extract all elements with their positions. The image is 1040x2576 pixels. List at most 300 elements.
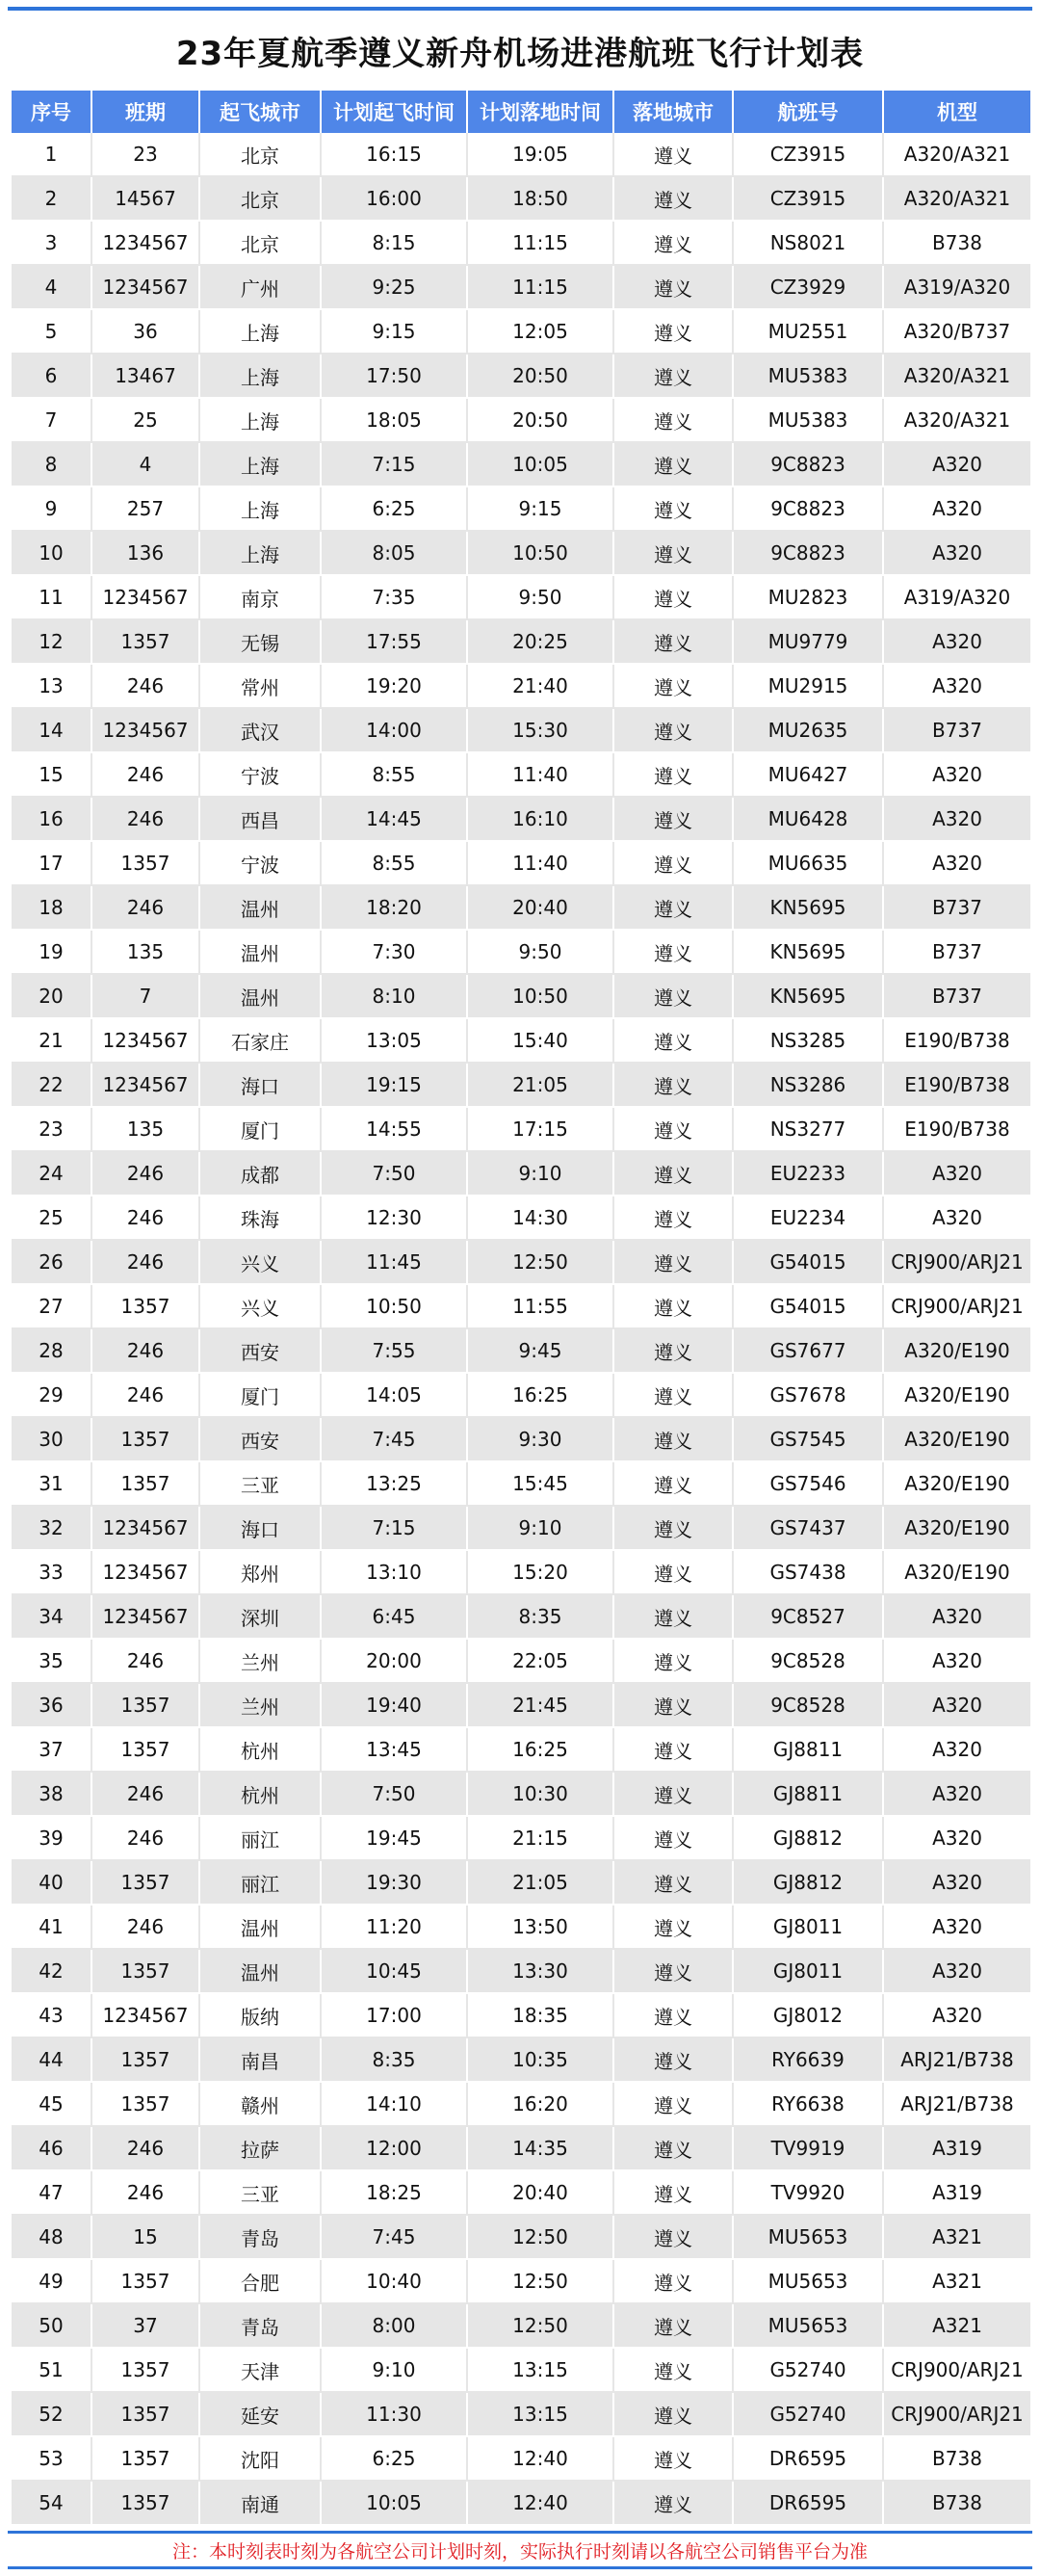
cell-departure-city: 西昌 [200,798,322,842]
table-row [12,1064,1030,1108]
cell-aircraft-type: B738 [884,2482,1030,2526]
cell-planned-departure: 10:45 [322,1950,468,1994]
cell-departure-city: 海口 [200,1507,322,1551]
cell-flight-number: NS3277 [734,1108,884,1152]
cell-departure-city: 上海 [200,399,322,443]
cell-arrival-city: 遵义 [614,532,734,576]
cell-arrival-city: 遵义 [614,1329,734,1374]
cell-arrival-city: 遵义 [614,975,734,1019]
cell-departure-city: 西安 [200,1329,322,1374]
cell-flight-number: CZ3915 [734,177,884,222]
cell-index: 14 [12,709,92,753]
cell-arrival-city: 遵义 [614,1906,734,1950]
cell-planned-arrival: 17:15 [468,1108,614,1152]
cell-planned-departure: 14:10 [322,2083,468,2127]
cell-planned-departure: 10:40 [322,2260,468,2304]
cell-departure-city: 常州 [200,665,322,709]
cell-schedule-days: 1357 [92,1418,200,1462]
cell-aircraft-type: A320 [884,1152,1030,1196]
cell-schedule-days: 1357 [92,2482,200,2526]
cell-aircraft-type: B737 [884,975,1030,1019]
cell-index: 42 [12,1950,92,1994]
cell-planned-departure: 6:25 [322,2437,468,2482]
table-row [12,177,1030,222]
flight-schedule-table [12,91,1030,2526]
cell-flight-number: 9C8823 [734,487,884,532]
cell-aircraft-type: A320 [884,1994,1030,2038]
cell-planned-arrival: 9:45 [468,1329,614,1374]
cell-planned-arrival: 15:20 [468,1551,614,1595]
cell-departure-city: 赣州 [200,2083,322,2127]
cell-departure-city: 宁波 [200,753,322,798]
cell-arrival-city: 遵义 [614,2171,734,2216]
cell-schedule-days: 1234567 [92,1064,200,1108]
table-row [12,222,1030,266]
cell-flight-number: MU2915 [734,665,884,709]
cell-aircraft-type: A320 [884,1728,1030,1773]
cell-departure-city: 北京 [200,177,322,222]
cell-planned-arrival: 11:15 [468,222,614,266]
cell-index: 53 [12,2437,92,2482]
cell-arrival-city: 遵义 [614,1950,734,1994]
cell-planned-departure: 13:45 [322,1728,468,1773]
cell-arrival-city: 遵义 [614,753,734,798]
cell-planned-arrival: 10:30 [468,1773,614,1817]
cell-planned-departure: 19:20 [322,665,468,709]
cell-flight-number: MU2635 [734,709,884,753]
cell-planned-arrival: 12:50 [468,2216,614,2260]
cell-departure-city: 青岛 [200,2304,322,2349]
cell-planned-departure: 13:05 [322,1019,468,1064]
cell-aircraft-type: A320/A321 [884,177,1030,222]
cell-schedule-days: 25 [92,399,200,443]
cell-planned-departure: 13:25 [322,1462,468,1507]
table-row [12,2171,1030,2216]
cell-planned-arrival: 20:50 [468,399,614,443]
cell-index: 5 [12,310,92,355]
cell-flight-number: MU2551 [734,310,884,355]
table-row [12,1861,1030,1906]
cell-planned-arrival: 10:50 [468,975,614,1019]
cell-aircraft-type: A320/E190 [884,1551,1030,1595]
table-row [12,2127,1030,2171]
cell-flight-number: EU2234 [734,1196,884,1241]
cell-aircraft-type: CRJ900/ARJ21 [884,2349,1030,2393]
cell-index: 29 [12,1374,92,1418]
cell-flight-number: G54015 [734,1241,884,1285]
cell-planned-departure: 18:05 [322,399,468,443]
cell-schedule-days: 1357 [92,1684,200,1728]
cell-aircraft-type: A321 [884,2260,1030,2304]
cell-schedule-days: 135 [92,931,200,975]
cell-index: 39 [12,1817,92,1861]
cell-index: 31 [12,1462,92,1507]
cell-flight-number: RY6638 [734,2083,884,2127]
table-row [12,532,1030,576]
cell-planned-arrival: 11:40 [468,753,614,798]
cell-planned-departure: 7:45 [322,2216,468,2260]
cell-departure-city: 天津 [200,2349,322,2393]
table-row [12,1728,1030,1773]
cell-aircraft-type: A320 [884,798,1030,842]
table-row [12,665,1030,709]
cell-planned-departure: 14:45 [322,798,468,842]
cell-flight-number: 9C8528 [734,1684,884,1728]
cell-departure-city: 版纳 [200,1994,322,2038]
cell-planned-departure: 7:30 [322,931,468,975]
table-row [12,2349,1030,2393]
cell-flight-number: MU5383 [734,399,884,443]
cell-schedule-days: 1234567 [92,1994,200,2038]
header-aircraft-type: 机型 [884,91,1030,133]
cell-schedule-days: 1234567 [92,266,200,310]
cell-departure-city: 成都 [200,1152,322,1196]
cell-planned-arrival: 9:30 [468,1418,614,1462]
cell-planned-arrival: 16:25 [468,1728,614,1773]
cell-index: 19 [12,931,92,975]
cell-planned-departure: 19:45 [322,1817,468,1861]
cell-departure-city: 上海 [200,443,322,487]
cell-schedule-days: 257 [92,487,200,532]
cell-flight-number: GJ8011 [734,1950,884,1994]
cell-planned-arrival: 13:30 [468,1950,614,1994]
cell-aircraft-type: A320 [884,842,1030,886]
cell-arrival-city: 遵义 [614,266,734,310]
table-row [12,1152,1030,1196]
cell-arrival-city: 遵义 [614,2038,734,2083]
table-row [12,1329,1030,1374]
cell-aircraft-type: A320/A321 [884,355,1030,399]
cell-aircraft-type: A320 [884,1595,1030,1640]
cell-index: 6 [12,355,92,399]
table-row [12,133,1030,177]
table-row [12,2216,1030,2260]
cell-schedule-days: 246 [92,1152,200,1196]
cell-index: 8 [12,443,92,487]
cell-schedule-days: 1357 [92,2437,200,2482]
cell-index: 51 [12,2349,92,2393]
cell-aircraft-type: CRJ900/ARJ21 [884,1285,1030,1329]
cell-planned-departure: 8:00 [322,2304,468,2349]
cell-index: 41 [12,1906,92,1950]
cell-arrival-city: 遵义 [614,222,734,266]
cell-index: 46 [12,2127,92,2171]
table-row [12,1285,1030,1329]
header-schedule-days: 班期 [92,91,200,133]
cell-planned-arrival: 13:15 [468,2393,614,2437]
cell-departure-city: 温州 [200,931,322,975]
cell-departure-city: 兰州 [200,1640,322,1684]
header-index: 序号 [12,91,92,133]
cell-planned-arrival: 13:15 [468,2349,614,2393]
cell-schedule-days: 1234567 [92,576,200,620]
cell-departure-city: 兴义 [200,1241,322,1285]
cell-flight-number: MU5383 [734,355,884,399]
table-row [12,1374,1030,1418]
cell-planned-arrival: 12:50 [468,1241,614,1285]
cell-planned-arrival: 12:50 [468,2304,614,2349]
cell-departure-city: 三亚 [200,2171,322,2216]
cell-schedule-days: 1234567 [92,1595,200,1640]
cell-planned-arrival: 21:05 [468,1064,614,1108]
cell-planned-departure: 8:15 [322,222,468,266]
cell-planned-departure: 19:30 [322,1861,468,1906]
cell-planned-arrival: 11:15 [468,266,614,310]
cell-flight-number: GJ8011 [734,1906,884,1950]
cell-schedule-days: 4 [92,443,200,487]
table-row [12,1950,1030,1994]
cell-arrival-city: 遵义 [614,1861,734,1906]
cell-planned-departure: 11:20 [322,1906,468,1950]
cell-schedule-days: 246 [92,1241,200,1285]
cell-planned-departure: 7:15 [322,443,468,487]
cell-departure-city: 武汉 [200,709,322,753]
cell-planned-departure: 19:15 [322,1064,468,1108]
cell-planned-departure: 9:10 [322,2349,468,2393]
cell-aircraft-type: A319/A320 [884,266,1030,310]
cell-arrival-city: 遵义 [614,1994,734,2038]
cell-departure-city: 兴义 [200,1285,322,1329]
cell-aircraft-type: B737 [884,709,1030,753]
cell-planned-arrival: 11:55 [468,1285,614,1329]
table-row [12,842,1030,886]
table-row [12,2437,1030,2482]
cell-aircraft-type: A320 [884,1684,1030,1728]
cell-flight-number: 9C8823 [734,532,884,576]
cell-index: 16 [12,798,92,842]
cell-planned-arrival: 16:25 [468,1374,614,1418]
cell-arrival-city: 遵义 [614,2437,734,2482]
cell-aircraft-type: B737 [884,931,1030,975]
cell-planned-arrival: 9:15 [468,487,614,532]
table-row [12,709,1030,753]
cell-departure-city: 北京 [200,222,322,266]
cell-planned-arrival: 10:50 [468,532,614,576]
cell-index: 13 [12,665,92,709]
cell-flight-number: NS3285 [734,1019,884,1064]
cell-arrival-city: 遵义 [614,1595,734,1640]
cell-flight-number: TV9919 [734,2127,884,2171]
cell-aircraft-type: A319/A320 [884,576,1030,620]
table-row [12,487,1030,532]
table-header-row [12,91,1030,133]
cell-schedule-days: 1234567 [92,1551,200,1595]
cell-index: 18 [12,886,92,931]
cell-planned-arrival: 15:30 [468,709,614,753]
cell-departure-city: 南通 [200,2482,322,2526]
cell-planned-departure: 18:20 [322,886,468,931]
cell-aircraft-type: CRJ900/ARJ21 [884,1241,1030,1285]
cell-index: 3 [12,222,92,266]
cell-index: 22 [12,1064,92,1108]
cell-flight-number: GS7677 [734,1329,884,1374]
cell-aircraft-type: B738 [884,2437,1030,2482]
cell-aircraft-type: A321 [884,2304,1030,2349]
cell-departure-city: 珠海 [200,1196,322,1241]
cell-departure-city: 拉萨 [200,2127,322,2171]
cell-arrival-city: 遵义 [614,2482,734,2526]
table-row [12,1241,1030,1285]
cell-schedule-days: 246 [92,1329,200,1374]
header-arrival-city: 落地城市 [614,91,734,133]
cell-arrival-city: 遵义 [614,399,734,443]
cell-schedule-days: 1357 [92,2038,200,2083]
cell-schedule-days: 1357 [92,2083,200,2127]
cell-schedule-days: 23 [92,133,200,177]
cell-departure-city: 深圳 [200,1595,322,1640]
cell-schedule-days: 1357 [92,842,200,886]
cell-planned-arrival: 9:10 [468,1507,614,1551]
cell-arrival-city: 遵义 [614,177,734,222]
cell-planned-departure: 6:45 [322,1595,468,1640]
cell-flight-number: KN5695 [734,886,884,931]
cell-index: 34 [12,1595,92,1640]
table-row [12,2393,1030,2437]
cell-planned-arrival: 14:30 [468,1196,614,1241]
cell-planned-arrival: 15:45 [468,1462,614,1507]
cell-planned-departure: 11:30 [322,2393,468,2437]
cell-aircraft-type: CRJ900/ARJ21 [884,2393,1030,2437]
cell-departure-city: 合肥 [200,2260,322,2304]
cell-aircraft-type: A320 [884,1817,1030,1861]
cell-schedule-days: 1357 [92,1462,200,1507]
cell-arrival-city: 遵义 [614,1773,734,1817]
cell-departure-city: 无锡 [200,620,322,665]
cell-planned-departure: 7:45 [322,1418,468,1462]
cell-flight-number: CZ3929 [734,266,884,310]
cell-flight-number: GS7546 [734,1462,884,1507]
cell-schedule-days: 1357 [92,1728,200,1773]
table-row [12,1817,1030,1861]
cell-flight-number: RY6639 [734,2038,884,2083]
cell-flight-number: MU5653 [734,2260,884,2304]
cell-departure-city: 三亚 [200,1462,322,1507]
cell-arrival-city: 遵义 [614,487,734,532]
cell-planned-arrival: 10:35 [468,2038,614,2083]
cell-schedule-days: 246 [92,1817,200,1861]
cell-flight-number: GJ8812 [734,1861,884,1906]
cell-departure-city: 青岛 [200,2216,322,2260]
cell-aircraft-type: ARJ21/B738 [884,2038,1030,2083]
cell-departure-city: 杭州 [200,1728,322,1773]
table-row [12,2038,1030,2083]
cell-arrival-city: 遵义 [614,1019,734,1064]
cell-index: 15 [12,753,92,798]
cell-planned-departure: 17:50 [322,355,468,399]
cell-arrival-city: 遵义 [614,620,734,665]
cell-flight-number: GS7678 [734,1374,884,1418]
cell-planned-arrival: 14:35 [468,2127,614,2171]
cell-arrival-city: 遵义 [614,2083,734,2127]
table-row [12,886,1030,931]
cell-planned-arrival: 13:50 [468,1906,614,1950]
cell-index: 1 [12,133,92,177]
cell-departure-city: 杭州 [200,1773,322,1817]
cell-flight-number: GJ8812 [734,1817,884,1861]
cell-departure-city: 丽江 [200,1817,322,1861]
cell-schedule-days: 1357 [92,1861,200,1906]
cell-aircraft-type: A319 [884,2171,1030,2216]
cell-schedule-days: 37 [92,2304,200,2349]
cell-arrival-city: 遵义 [614,1241,734,1285]
cell-aircraft-type: A320/B737 [884,310,1030,355]
table-row [12,2304,1030,2349]
cell-planned-arrival: 20:25 [468,620,614,665]
cell-arrival-city: 遵义 [614,1285,734,1329]
table-row [12,975,1030,1019]
footer-note: 注：本时刻表时刻为各航空公司计划时刻，实际执行时刻请以各航空公司销售平台为准 [8,2531,1032,2569]
cell-planned-arrival: 15:40 [468,1019,614,1064]
table-row [12,620,1030,665]
cell-arrival-city: 遵义 [614,576,734,620]
header-planned-departure: 计划起飞时间 [322,91,468,133]
cell-index: 2 [12,177,92,222]
cell-flight-number: GS7545 [734,1418,884,1462]
cell-arrival-city: 遵义 [614,709,734,753]
cell-planned-departure: 9:25 [322,266,468,310]
cell-flight-number: MU6635 [734,842,884,886]
cell-flight-number: KN5695 [734,975,884,1019]
cell-departure-city: 温州 [200,1906,322,1950]
cell-planned-departure: 19:40 [322,1684,468,1728]
cell-arrival-city: 遵义 [614,1640,734,1684]
cell-flight-number: 9C8823 [734,443,884,487]
cell-flight-number: MU9779 [734,620,884,665]
cell-aircraft-type: A320/E190 [884,1462,1030,1507]
cell-planned-arrival: 18:35 [468,1994,614,2038]
cell-arrival-city: 遵义 [614,2216,734,2260]
cell-arrival-city: 遵义 [614,133,734,177]
cell-planned-arrival: 9:10 [468,1152,614,1196]
table-row [12,1507,1030,1551]
header-planned-arrival: 计划落地时间 [468,91,614,133]
cell-index: 17 [12,842,92,886]
cell-aircraft-type: B738 [884,222,1030,266]
cell-flight-number: GS7438 [734,1551,884,1595]
table-row [12,399,1030,443]
cell-arrival-city: 遵义 [614,1374,734,1418]
cell-schedule-days: 1357 [92,2349,200,2393]
cell-aircraft-type: E190/B738 [884,1019,1030,1064]
cell-arrival-city: 遵义 [614,798,734,842]
cell-arrival-city: 遵义 [614,2260,734,2304]
cell-departure-city: 兰州 [200,1684,322,1728]
cell-planned-arrival: 11:40 [468,842,614,886]
cell-flight-number: EU2233 [734,1152,884,1196]
cell-departure-city: 广州 [200,266,322,310]
table-row [12,2260,1030,2304]
cell-arrival-city: 遵义 [614,842,734,886]
cell-index: 25 [12,1196,92,1241]
cell-planned-departure: 16:00 [322,177,468,222]
cell-schedule-days: 1357 [92,1285,200,1329]
cell-schedule-days: 1234567 [92,222,200,266]
cell-schedule-days: 1234567 [92,709,200,753]
cell-departure-city: 石家庄 [200,1019,322,1064]
cell-aircraft-type: A320/E190 [884,1329,1030,1374]
cell-planned-departure: 12:30 [322,1196,468,1241]
cell-departure-city: 丽江 [200,1861,322,1906]
cell-arrival-city: 遵义 [614,1462,734,1507]
table-row [12,1684,1030,1728]
table-row [12,2482,1030,2526]
cell-schedule-days: 13467 [92,355,200,399]
page-title: 23年夏航季遵义新舟机场进港航班飞行计划表 [175,35,865,73]
cell-aircraft-type: A320 [884,753,1030,798]
cell-flight-number: GS7437 [734,1507,884,1551]
cell-planned-arrival: 12:40 [468,2482,614,2526]
header-departure-city: 起飞城市 [200,91,322,133]
